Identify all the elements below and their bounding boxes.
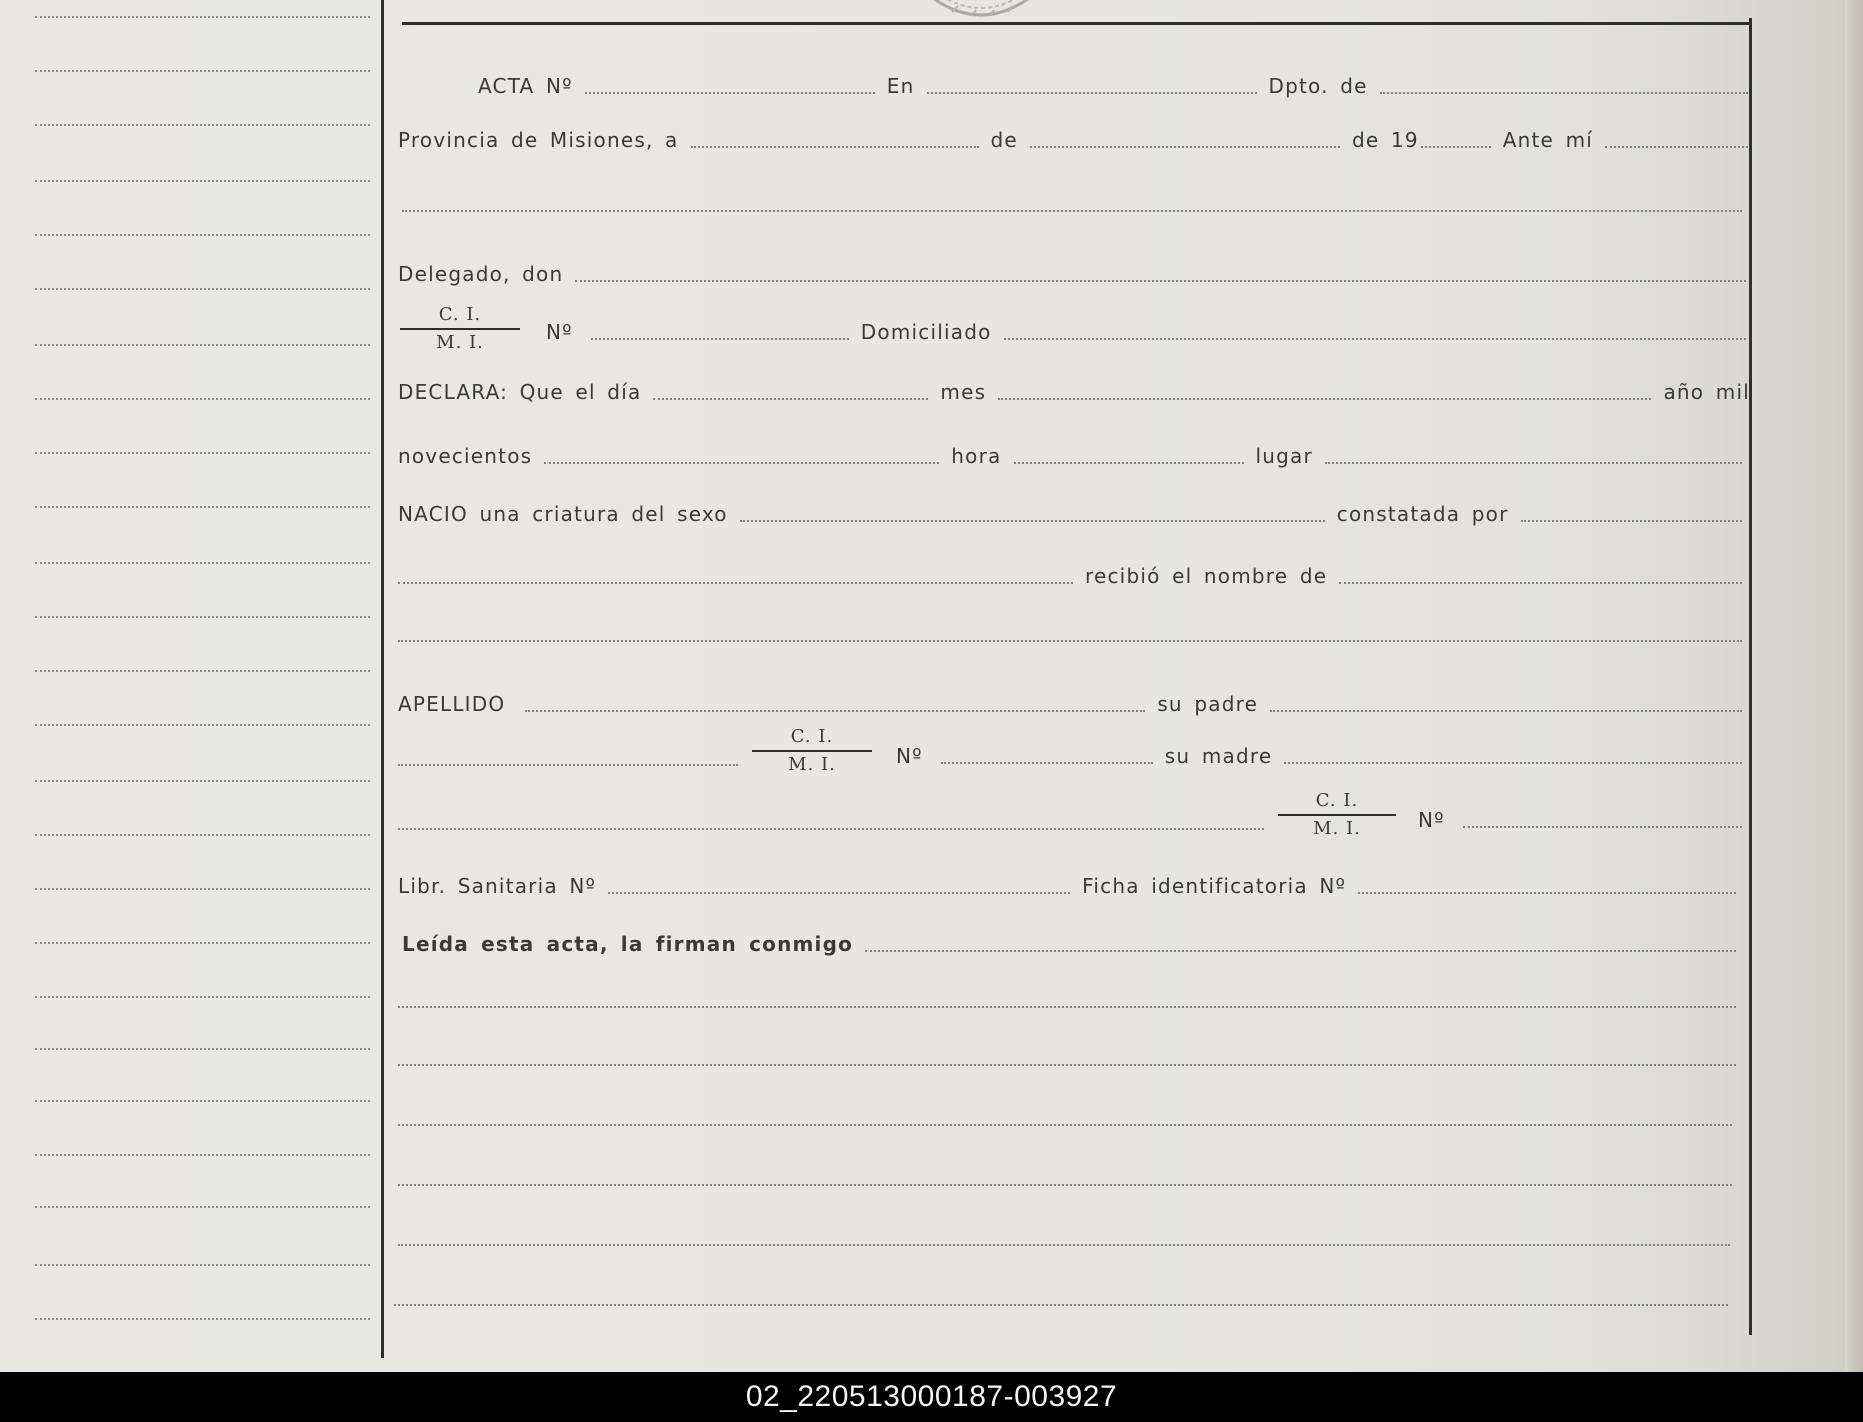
ci-label: C. I. — [790, 726, 834, 747]
day-field[interactable] — [691, 146, 979, 148]
firma-row — [402, 922, 1736, 958]
hora-label: hora — [951, 444, 1002, 468]
domiciliado-label: Domiciliado — [860, 320, 992, 344]
signature-row — [398, 1216, 1730, 1252]
nombre-field[interactable] — [1339, 582, 1742, 584]
domiciliado-field[interactable] — [1004, 338, 1746, 340]
signature-line-field[interactable] — [394, 1304, 1728, 1306]
ficha-field[interactable] — [1358, 892, 1736, 894]
year-field[interactable] — [1421, 146, 1491, 148]
libr-sanitaria-field[interactable] — [608, 892, 1070, 894]
su-madre-label: su madre — [1164, 744, 1273, 768]
apellido-row — [398, 682, 1742, 718]
constatada-field[interactable] — [1521, 520, 1742, 522]
madre-document-number-field[interactable] — [1463, 826, 1742, 828]
padre-doc-row — [398, 736, 738, 772]
anio-mil-label: año mil — [1663, 380, 1750, 404]
su-padre-label: su padre — [1157, 692, 1259, 716]
constatada-continuation-field[interactable] — [398, 582, 1073, 584]
acta-row — [478, 64, 1748, 100]
numero-label: Nº — [1418, 808, 1445, 832]
scan-caption: 02_220513000187-003927 — [0, 1372, 1863, 1422]
birth-day-field[interactable] — [653, 398, 928, 400]
madre-ci-mi-fraction — [1278, 790, 1396, 842]
document-number-field[interactable] — [591, 338, 849, 340]
delegado-row — [398, 252, 1746, 288]
fraction-bar — [400, 328, 520, 330]
signature-row — [398, 1096, 1732, 1132]
madre-doc-row — [398, 800, 1264, 836]
ficha-label: Ficha identificatoria Nº — [1082, 874, 1347, 898]
padre-ci-mi-fraction — [752, 726, 872, 778]
ci-mi-fraction — [400, 304, 520, 356]
signature-row — [394, 1276, 1728, 1312]
birth-month-field[interactable] — [998, 398, 1651, 400]
signature-row — [398, 1156, 1732, 1192]
provincia-label: Provincia de Misiones, a — [398, 128, 679, 152]
signature-line-field[interactable] — [398, 1124, 1732, 1126]
delegado-field[interactable] — [575, 280, 1746, 282]
signature-line-field[interactable] — [398, 1006, 1736, 1008]
acta-number-field[interactable] — [585, 92, 875, 94]
mi-label: M. I. — [788, 754, 836, 775]
madre-field[interactable] — [1284, 762, 1742, 764]
ante-mi-field[interactable] — [1605, 146, 1748, 148]
signature-line-field[interactable] — [398, 1244, 1730, 1246]
numero-label: Nº — [896, 744, 923, 768]
month-field[interactable] — [1030, 146, 1340, 148]
libr-sanitaria-label: Libr. Sanitaria Nº — [398, 874, 597, 898]
firma-field[interactable] — [865, 950, 1736, 952]
nacio-row — [398, 492, 1742, 528]
novecientos-row — [398, 434, 1742, 470]
ante-mi-label: Ante mí — [1502, 128, 1594, 152]
declara-row — [398, 370, 1750, 406]
blank-line-field[interactable] — [402, 210, 1742, 212]
signature-row — [398, 978, 1736, 1014]
mi-label: M. I. — [1313, 818, 1361, 839]
de-label: de — [990, 128, 1018, 152]
madre-number-row — [1418, 798, 1742, 834]
declara-label: DECLARA: Que el día — [398, 380, 642, 404]
ci-label: C. I. — [438, 304, 482, 325]
apellido-field[interactable] — [525, 710, 1145, 712]
fraction-bar — [1278, 814, 1396, 816]
nombre-continuation-field[interactable] — [398, 640, 1742, 642]
mi-label: M. I. — [436, 332, 484, 353]
delegado-label: Delegado, don — [398, 262, 564, 286]
ci-label: C. I. — [1315, 790, 1359, 811]
nacio-label: NACIO una criatura del sexo — [398, 502, 728, 526]
year-prefix-label: de 19 — [1351, 128, 1419, 152]
blank-row — [402, 182, 1742, 218]
nombre-row — [398, 554, 1742, 590]
provincia-row — [398, 118, 1748, 154]
constatada-label: constatada por — [1336, 502, 1509, 526]
madre-continuation-field[interactable] — [398, 828, 1264, 830]
lugar-field[interactable] — [1325, 462, 1742, 464]
mes-label: mes — [940, 380, 987, 404]
dpto-label: Dpto. de — [1268, 74, 1368, 98]
dpto-field[interactable] — [1380, 92, 1748, 94]
padre-document-number-field[interactable] — [941, 762, 1153, 764]
acta-number-label: ACTA Nº — [478, 74, 573, 98]
nombre-continuation-row — [398, 612, 1742, 648]
hora-field[interactable] — [1014, 462, 1244, 464]
signature-line-field[interactable] — [398, 1184, 1732, 1186]
fraction-bar — [752, 750, 872, 752]
signature-line-field[interactable] — [398, 1064, 1736, 1066]
lugar-label: lugar — [1255, 444, 1313, 468]
sanitaria-row — [398, 864, 1736, 900]
recibio-label: recibió el nombre de — [1085, 564, 1328, 588]
domicilio-row — [546, 310, 1746, 346]
numero-label: Nº — [546, 320, 573, 344]
birth-year-field[interactable] — [544, 462, 939, 464]
sexo-field[interactable] — [740, 520, 1325, 522]
leida-label: Leída esta acta, la firman conmigo — [402, 932, 854, 956]
en-label: En — [886, 74, 915, 98]
padre-field[interactable] — [1270, 710, 1742, 712]
madre-row — [896, 734, 1742, 770]
signature-row — [398, 1036, 1736, 1072]
padre-continuation-field[interactable] — [398, 764, 738, 766]
novecientos-label: novecientos — [398, 444, 533, 468]
apellido-label: APELLIDO — [398, 692, 506, 716]
en-field[interactable] — [927, 92, 1257, 94]
